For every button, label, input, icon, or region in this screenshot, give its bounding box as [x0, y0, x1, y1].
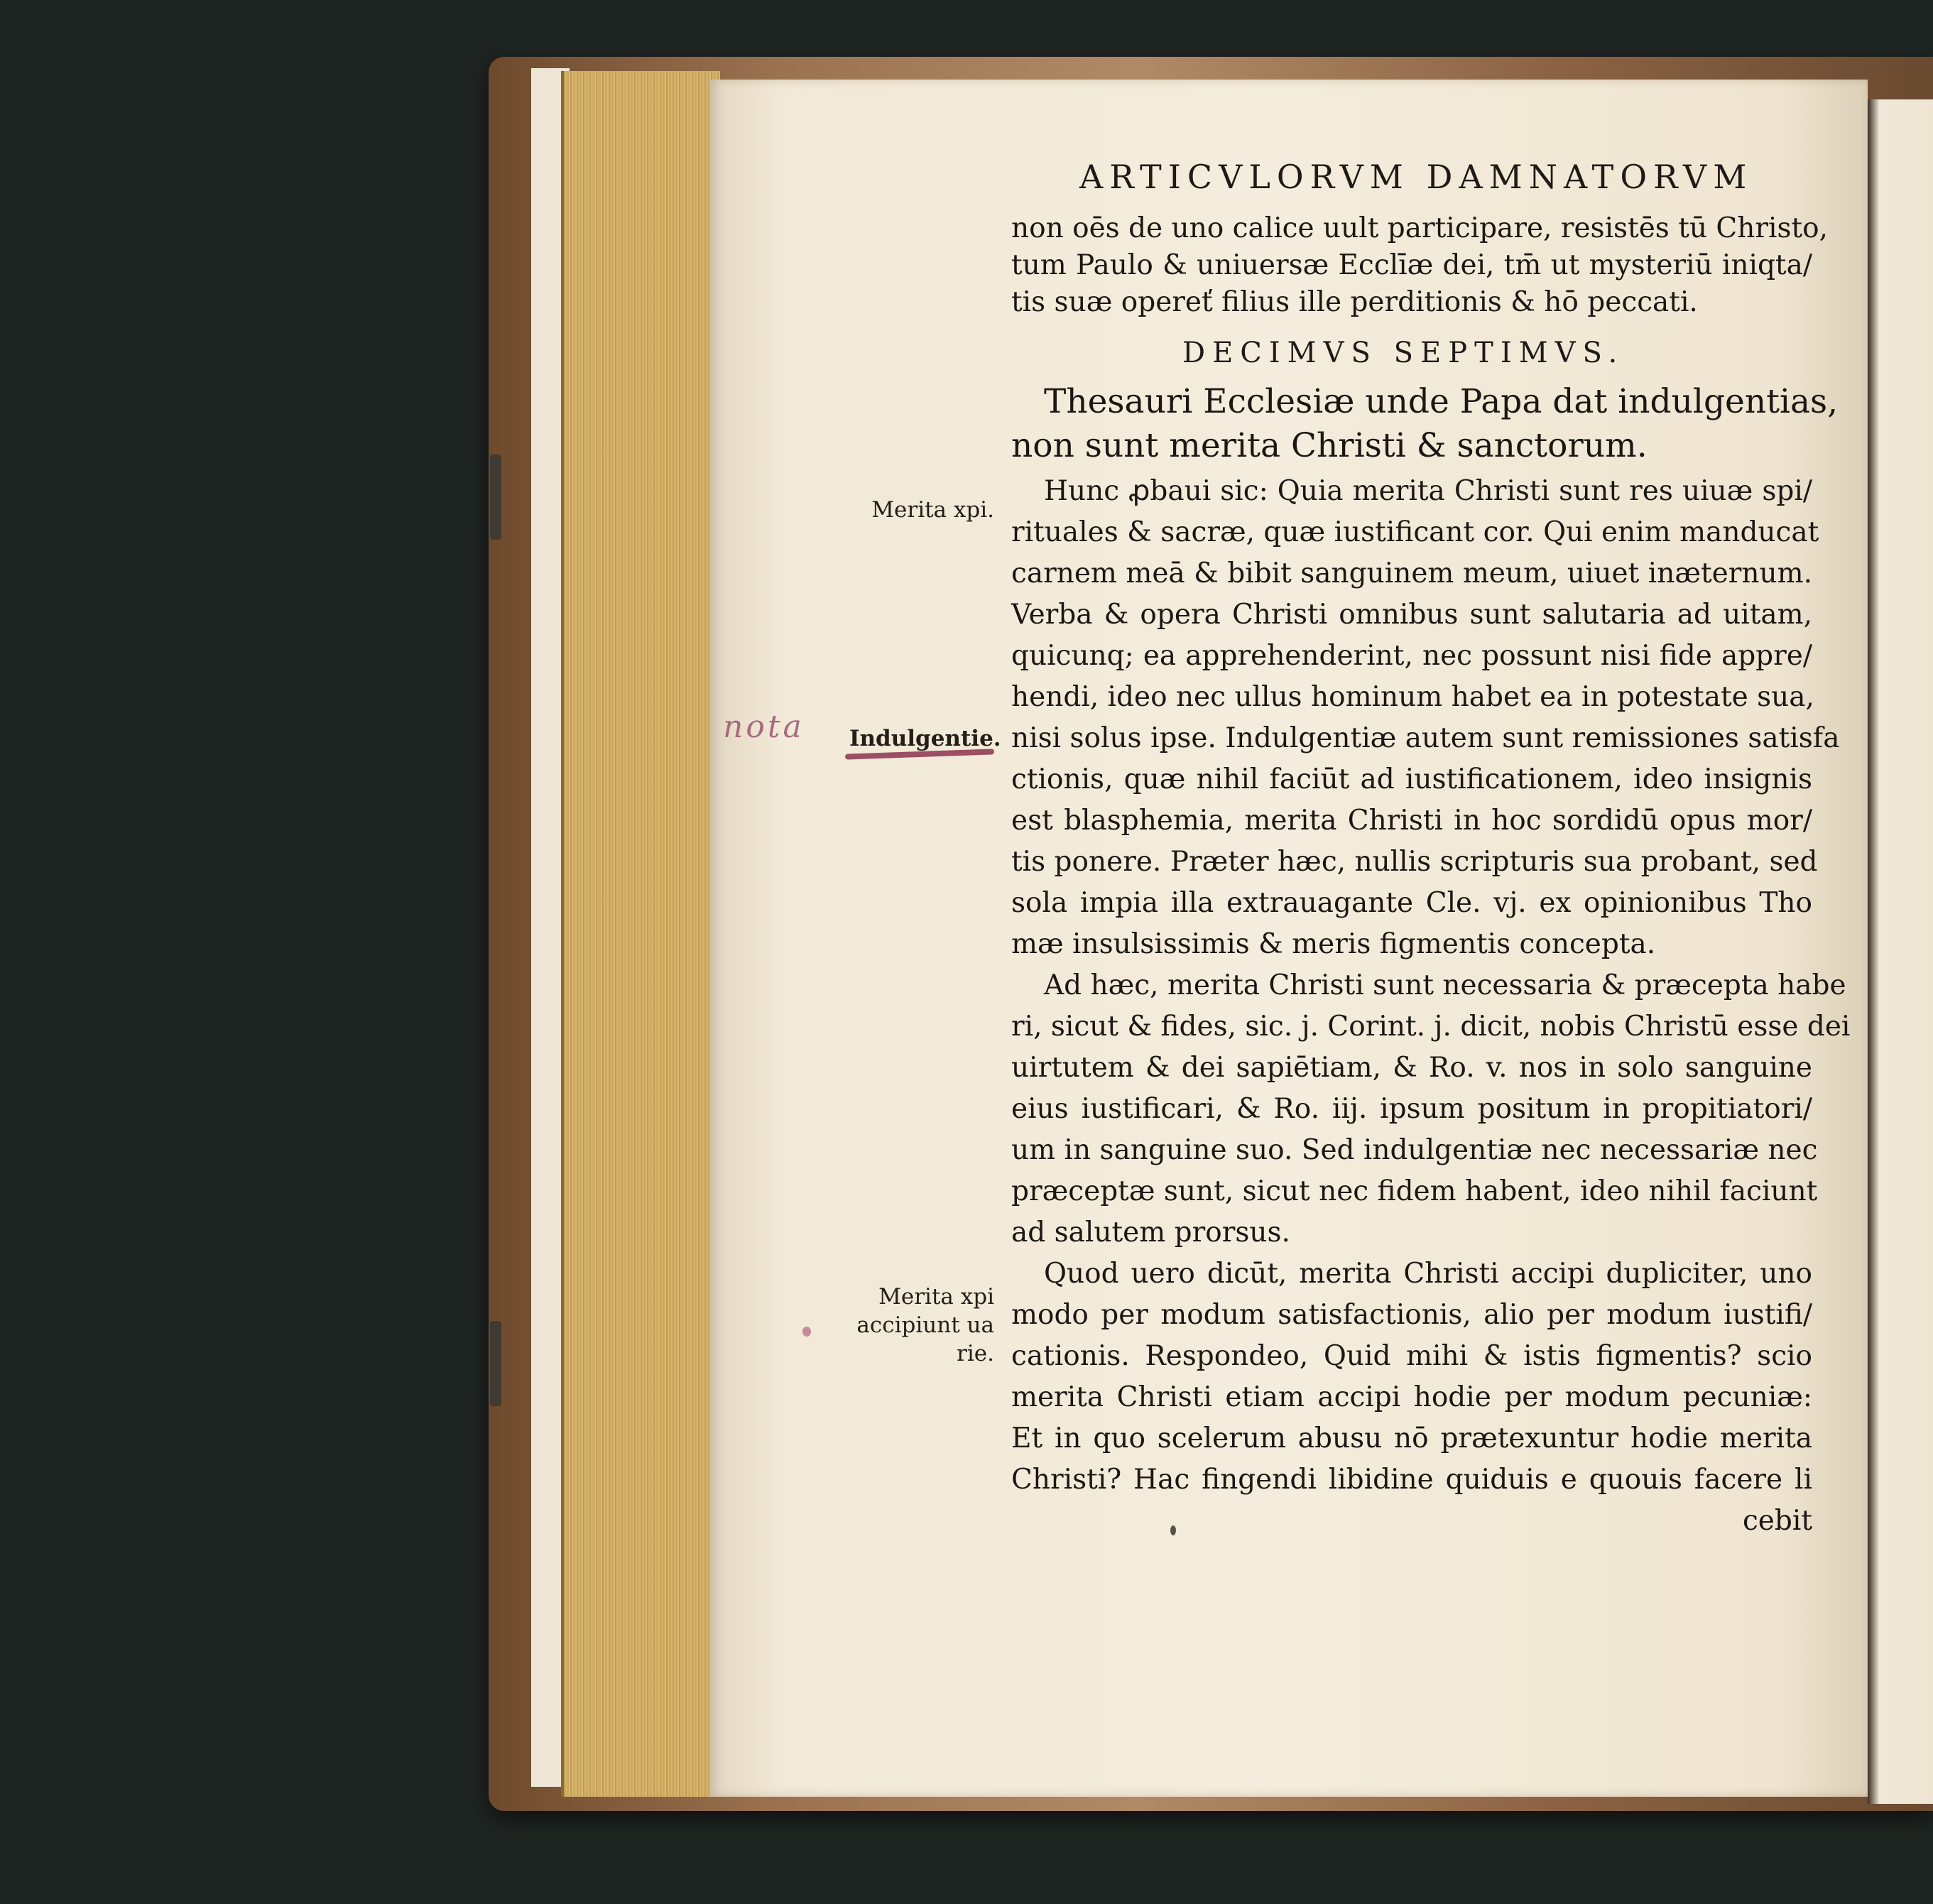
section-heading: DECIMVS SEPTIMVS. [1182, 337, 1625, 369]
text-line: mæ insulsissimis & meris figmentis concepta. [1011, 928, 1656, 960]
text-line: præceptæ sunt, sicut nec fidem habent, ideo nihil faciunt [1011, 1175, 1818, 1207]
text-line: nisi solus ipse. Indulgentiæ autem sunt remissiones satisfa [1011, 722, 1840, 754]
text-line: hendi, ideo nec ullus hominum habet ea in potestate sua, [1011, 681, 1814, 713]
text-line: rituales & sacræ, quæ iustificant cor. Qui enim manducat [1011, 516, 1819, 548]
cover-clasp [490, 1321, 501, 1406]
text-line: tis suæ opereť filius ille perditionis & hō peccati. [1011, 286, 1698, 318]
text-line: carnem meā & bibit sanguinem meum, uiuet inæternum. [1011, 557, 1812, 589]
text-line: ad salutem prorsus. [1011, 1217, 1290, 1249]
marginal-note [849, 724, 1001, 753]
thesis-line: Thesauri Ecclesiæ unde Papa dat indulgentias, [1044, 382, 1839, 421]
text-line: ri, sicut & fides, sic. j. Corint. j. dicit, nobis Christū esse dei [1011, 1011, 1851, 1043]
marginal-note-line: Merita xpi. [871, 497, 994, 523]
text-line: tis ponere. Præter hæc, nullis scripturis sua probant, sed [1011, 846, 1818, 878]
text-line: um in sanguine suo. Sed indulgentiæ nec necessariæ nec [1011, 1134, 1818, 1166]
text-line: ctionis, quæ nihil faciūt ad iustificationem, ideo insignis [1011, 763, 1812, 795]
handwritten-annotation: nota [723, 709, 805, 745]
text-line: quicunq; ea apprehenderint, nec possunt nisi fide appre/ [1011, 640, 1812, 672]
marginal-note [852, 1283, 994, 1368]
marginal-note-line: Merita xpi [878, 1284, 994, 1310]
catchword: cebit [1742, 1505, 1812, 1537]
text-line: Hunc ꝓbaui sic: Quia merita Christi sunt res uiuæ spi/ [1044, 475, 1812, 507]
running-head: ARTICVLORVM DAMNATORVM [1079, 158, 1753, 196]
marginal-note-line: accipiunt ua [856, 1312, 994, 1338]
marginal-note [852, 496, 994, 524]
text-line: merita Christi etiam accipi hodie per modum pecuniæ: [1011, 1381, 1812, 1413]
text-line: modo per modum satisfactionis, alio per modum iustifi/ [1011, 1299, 1812, 1331]
marginal-note-line: Indulgentie. [849, 726, 1001, 751]
text-line: cationis. Respondeo, Quid mihi & istis figmentis? scio [1011, 1340, 1812, 1372]
text-line: eius iustificari, & Ro. iij. ipsum positum in propitiatori/ [1011, 1093, 1812, 1125]
text-line: Ad hæc, merita Christi sunt necessaria & præcepta habe [1044, 969, 1846, 1001]
marginal-note-line: rie. [957, 1341, 994, 1366]
page-hole [1170, 1525, 1176, 1535]
text-line: est blasphemia, merita Christi in hoc sordidū opus mor/ [1011, 805, 1812, 837]
text-line: sola impia illa extrauagante Cle. vj. ex opinionibus Tho [1011, 887, 1812, 919]
text-line: tum Paulo & uniuersæ Ecclīæ dei, tm̄ ut mysteriū iniqta/ [1011, 249, 1812, 281]
text-line: non oēs de uno calice uult participare, resistēs tū Christo, [1011, 212, 1829, 244]
text-line: uirtutem & dei sapiētiam, & Ro. v. nos in solo sanguine [1011, 1052, 1812, 1084]
text-line: Et in quo scelerum abusu nō prætexuntur hodie merita [1011, 1422, 1812, 1454]
text-line: Verba & opera Christi omnibus sunt salutaria ad uitam, [1011, 599, 1812, 631]
text-line: Quod uero dicūt, merita Christi accipi dupliciter, uno [1044, 1258, 1812, 1290]
thesis-line: non sunt merita Christi & sanctorum. [1011, 426, 1648, 465]
text-line: Christi? Hac fingendi libidine quiduis e quouis facere li [1011, 1464, 1812, 1496]
cover-clasp [490, 455, 501, 540]
facing-page-edge [1868, 99, 1933, 1804]
gilt-fore-edge [561, 71, 720, 1797]
ink-mark [802, 1327, 811, 1337]
